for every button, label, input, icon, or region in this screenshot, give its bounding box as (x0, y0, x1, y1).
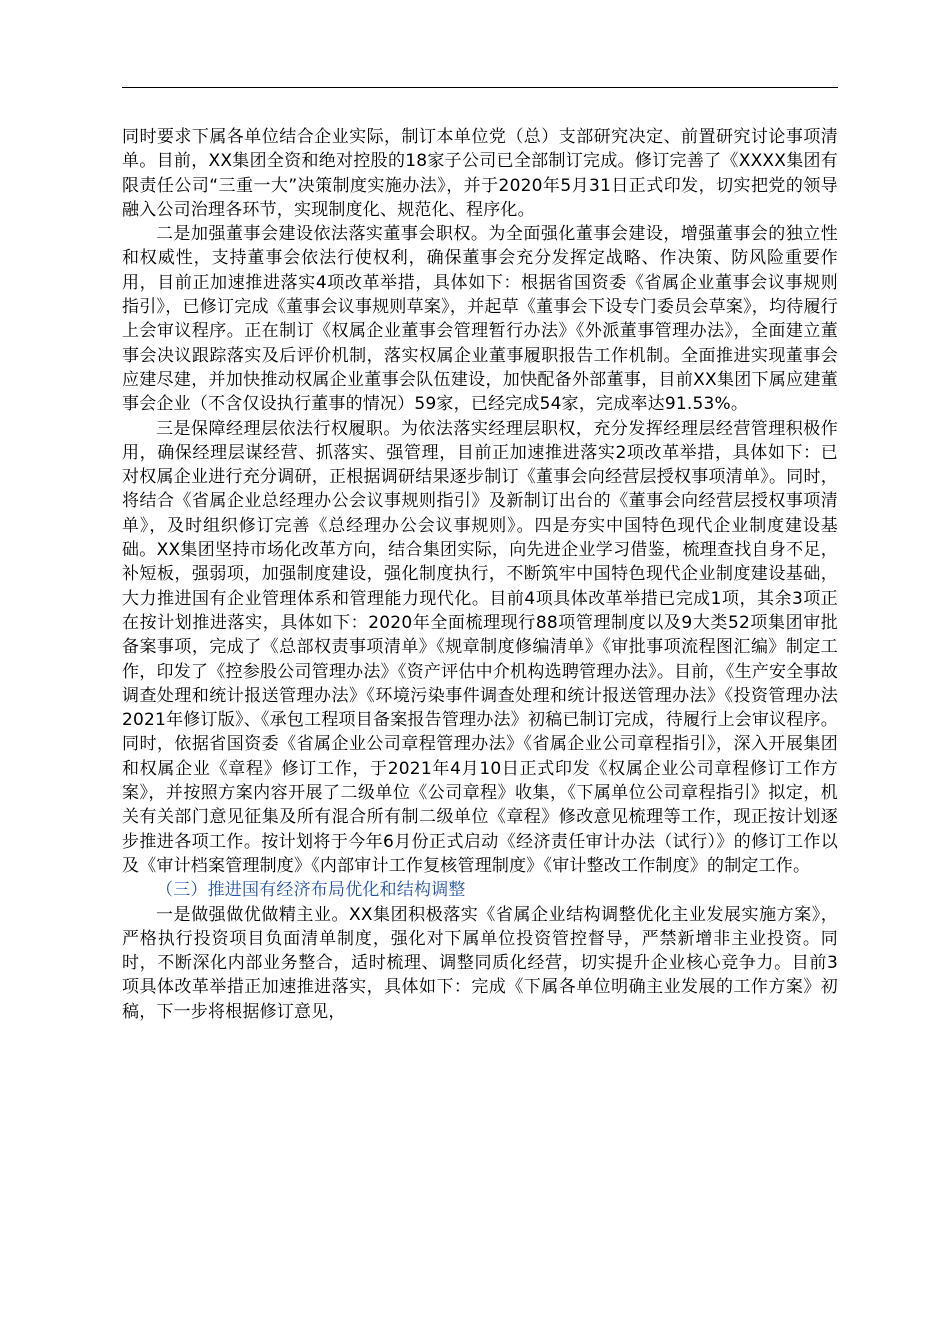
paragraph-board-of-directors: 二是加强董事会建设依法落实董事会职权。为全面强化董事会建设，增强董事会的独立性和权威性，支持董事会依法行使权利，确保董事会充分发挥定战略、作决策、防风险重要作用，目前正加速推进落实4项改革举措，具体如下：根据省国资委《省属企业董事会议事规则指引》，已修订完成《董事会议事规则草案》，并起草《董事会下设专门委员会草案》，均待履行上会审议程序。正在制订《权属企业董事会管理暂行办法》《外派董事管理办法》，全面建立董事会决议跟踪落实及后评价机制，落实权属企业董事履职报告工作机制。全面推进实现董事会应建尽建，并加快推动权属企业董事会队伍建设，加快配备外部董事，目前XX集团下属应建董事会企业（不含仅设执行董事的情况）59家，已经完成54家，完成率达91.53%。 (122, 224, 838, 415)
paragraph-main-business: 一是做强做优做精主业。XX集团积极落实《省属企业结构调整优化主业发展实施方案》，严格执行投资项目负面清单制度，强化对下属单位投资管控督导，严禁新增非主业投资。同时，不断深化内部业务整合，适时梳理、调整同质化经营，切实提升企业核心竞争力。目前3项具体改革举措正加速推进落实，具体如下：完成《下属各单位明确主业发展的工作方案》初稿，下一步将根据修订意见， (122, 904, 838, 1022)
header-rule (122, 87, 838, 88)
document-body (122, 125, 838, 1024)
paragraph-management-layer: 三是保障经理层依法行权履职。为依法落实经理层职权，充分发挥经理层经营管理积极作用，确保经理层谋经营、抓落实、强管理，目前正加速推进落实2项改革举措，具体如下：已对权属企业进行充分调研，正根据调研结果逐步制订《董事会向经营层授权事项清单》。同时，将结合《省属企业总经理办公会议事规则指引》及新制订出台的《董事会向经营层授权事项清单》，及时组织修订完善《总经理办公会议事规则》。四是夯实中国特色现代企业制度建设基础。XX集团坚持市场化改革方向，结合集团实际，向先进企业学习借鉴，梳理查找自身不足，补短板，强弱项，加强制度建设，强化制度执行，不断筑牢中国特色现代企业制度建设基础，大力推进国有企业管理体系和管理能力现代化。目前4项具体改革举措已完成1项，其余3项正在按计划推进落实，具体如下：2020年全面梳理现行88项管理制度以及9大类52项集团审批备案事项，完成了《总部权责事项清单》《规章制度修编清单》《审批事项流程图汇编》制定工作，印发了《控参股公司管理办法》《资产评估中介机构选聘管理办法》。目前，《生产安全事故调查处理和统计报送管理办法》《环境污染事件调查处理和统计报送管理办法》《投资管理办法2021年修订版》、《承包工程项目备案报告管理办法》初稿已制订完成，待履行上会审议程序。同时，依据省国资委《省属企业公司章程管理办法》《省属企业公司章程指引》，深入开展集团和权属企业《章程》修订工作，于2021年4月10日正式印发《权属企业公司章程修订工作方案》，并按照方案内容开展了二级单位《公司章程》收集，《下属单位公司章程指引》拟定，机关有关部门意见征集及所有混合所有制二级单位《章程》修改意见梳理等工作，现正按计划逐步推进各项工作。按计划将于今年6月份正式启动《经济责任审计办法（试行）》的修订工作以及《审计档案管理制度》《内部审计工作复核管理制度》《审计整改工作制度》的制定工作。 (122, 418, 838, 876)
paragraph-continuation: 同时要求下属各单位结合企业实际，制订本单位党（总）支部研究决定、前置研究讨论事项清单。目前，XX集团全资和绝对控股的18家子公司已全部制订完成。修订完善了《XXXX集团有限责任公司“三重一大”决策制度实施办法》，并于2020年5月31日正式印发，切实把党的领导融入公司治理各环节，实现制度化、规范化、程序化。 (122, 127, 838, 220)
section-heading: （三）推进国有经济布局优化和结构调整 (156, 880, 466, 901)
